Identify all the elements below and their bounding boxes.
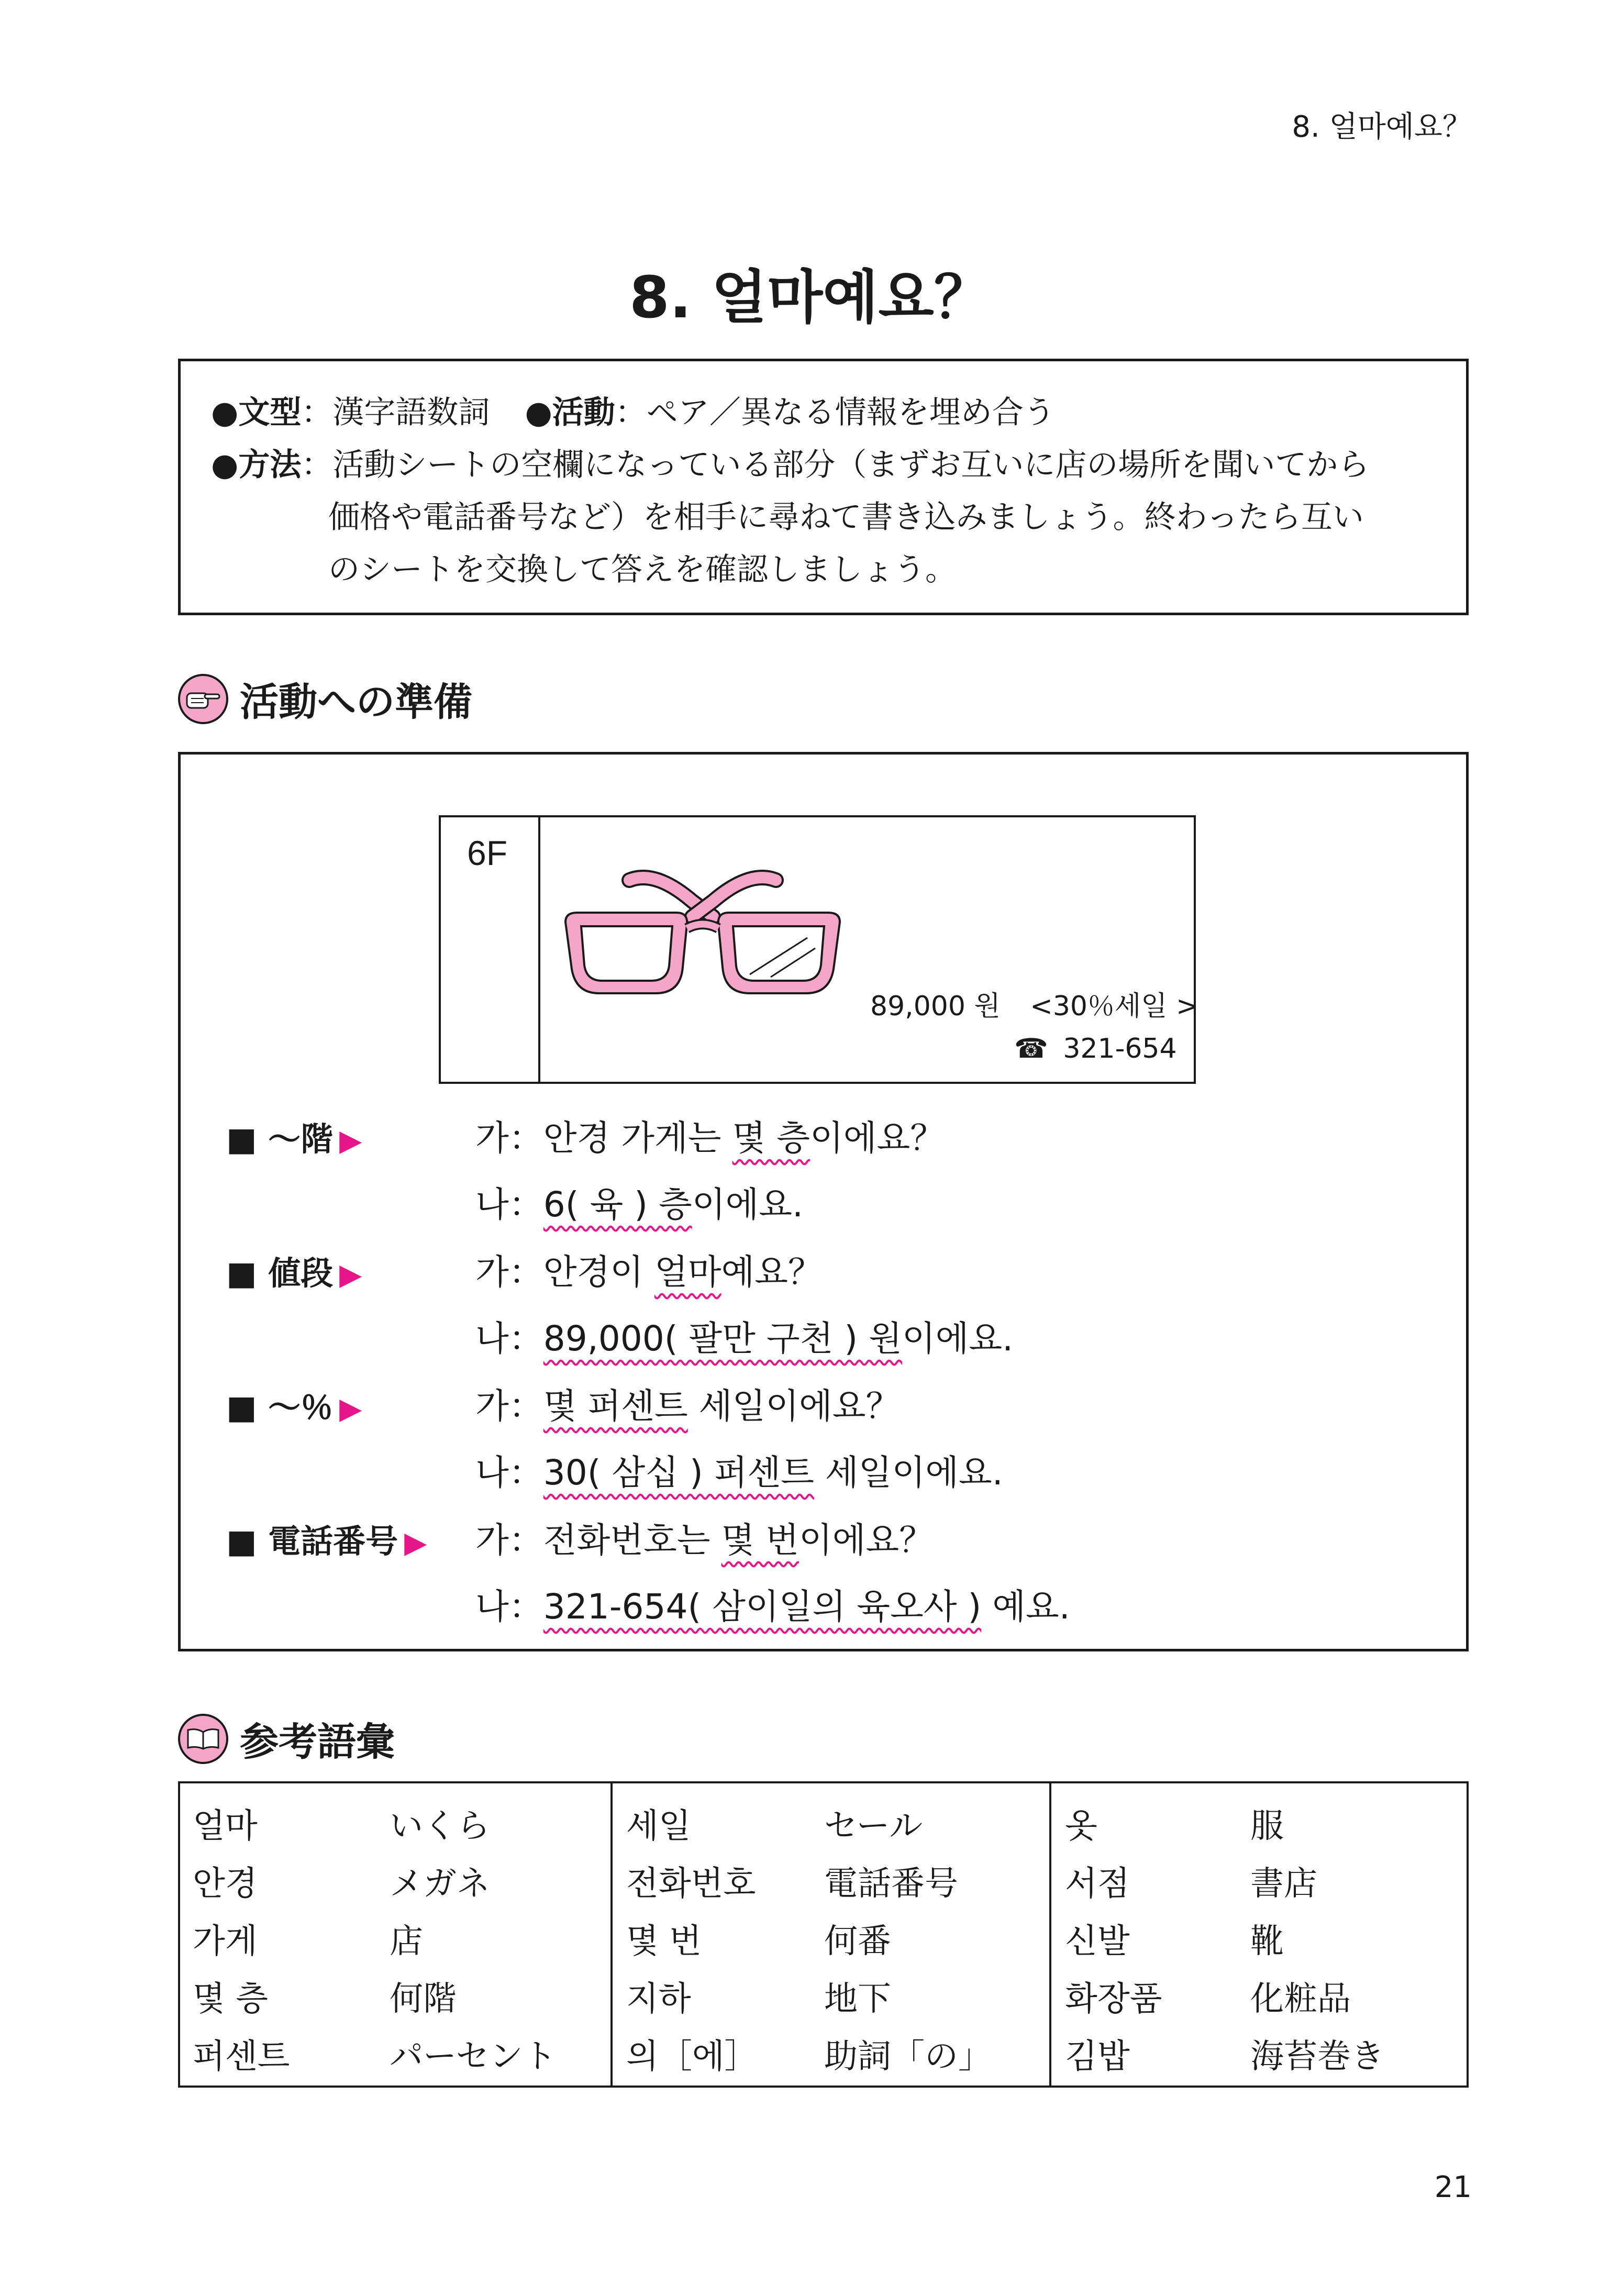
price-text: 89,000 원 bbox=[870, 991, 1001, 1022]
vocab-korean: 화장품 bbox=[1065, 1980, 1162, 2018]
floor-cell bbox=[441, 817, 540, 1082]
method-text-line3: のシートを交換して答えを確認しましょう。 bbox=[328, 551, 957, 588]
label-percent: ■ 〜％ ▶ bbox=[226, 1388, 362, 1426]
vocab-section-heading bbox=[178, 1711, 395, 1767]
vocab-section-title: 参考語彙 bbox=[240, 1720, 395, 1765]
vocab-japanese: 海苔巻き bbox=[1250, 2037, 1384, 2076]
vocab-japanese: 服 bbox=[1250, 1807, 1284, 1846]
vocab-korean: 서점 bbox=[1065, 1865, 1130, 1903]
page-title: 8. 얼마예요？ bbox=[629, 264, 992, 331]
open-book-icon bbox=[178, 1714, 228, 1764]
vocab-japanese: 化粧品 bbox=[1250, 1980, 1351, 2018]
vocab-korean: 김밥 bbox=[1065, 2037, 1130, 2076]
vocab-korean: 퍼센트 bbox=[193, 2037, 290, 2076]
glasses-icon bbox=[556, 870, 849, 1013]
label-phone: ■ 電話番号 ▶ bbox=[226, 1522, 427, 1560]
phone-line bbox=[1014, 1033, 1177, 1064]
vocab-korean: 몇 번 bbox=[626, 1922, 702, 1961]
phone-text: 321-654 bbox=[1063, 1033, 1177, 1064]
method-text-line2: 価格や電話番号など）を相手に尋ねて書き込みましょう。終わったら互い bbox=[328, 499, 1364, 536]
prep-section-heading bbox=[178, 671, 472, 727]
arrow-icon: ▶ bbox=[404, 1526, 427, 1560]
dialogue-question-price: 가：안경이 얼마예요？ bbox=[475, 1252, 823, 1292]
price-line bbox=[870, 984, 1199, 1023]
vocab-korean: 얼마 bbox=[193, 1807, 258, 1846]
vocab-japanese: 書店 bbox=[1250, 1865, 1317, 1903]
pattern-label: ●文型 bbox=[211, 394, 302, 431]
vocab-korean: 안경 bbox=[193, 1865, 258, 1903]
vocab-column-3 bbox=[1049, 1783, 1469, 2086]
info-row-pattern bbox=[211, 387, 1055, 432]
arrow-icon: ▶ bbox=[339, 1258, 362, 1292]
dialogue-question-floor: 가：안경 가게는 몇 층이에요？ bbox=[475, 1118, 945, 1158]
instruction-box bbox=[178, 359, 1469, 615]
vocab-korean: 몇 층 bbox=[193, 1980, 268, 2018]
vocab-japanese: メガネ bbox=[390, 1865, 490, 1903]
dialogue-answer-phone: 나：321-654( 삼이일의 육오사 ) 예요. bbox=[475, 1587, 1070, 1627]
label-price: ■ 値段 ▶ bbox=[226, 1254, 362, 1292]
vocab-japanese: 何階 bbox=[390, 1980, 457, 2018]
dialogue-question-phone: 가：전화번호는 몇 번이에요？ bbox=[475, 1520, 934, 1560]
vocab-japanese: 電話番号 bbox=[824, 1865, 958, 1903]
info-row-method bbox=[211, 440, 1369, 485]
vocab-korean: 지하 bbox=[626, 1980, 691, 2018]
vocab-korean: 신발 bbox=[1065, 1922, 1130, 1961]
arrow-icon: ▶ bbox=[339, 1392, 362, 1426]
vocab-japanese: 店 bbox=[390, 1922, 423, 1961]
vocab-korean: 가게 bbox=[193, 1922, 258, 1961]
telephone-icon: ☎ bbox=[1014, 1033, 1048, 1064]
page-number: 21 bbox=[1434, 2170, 1472, 2204]
vocab-japanese: パーセント bbox=[390, 2037, 557, 2076]
vocab-korean: 세일 bbox=[626, 1807, 691, 1846]
dialogue-answer-price: 나：89,000( 팔만 구천 ) 원이에요. bbox=[475, 1318, 1014, 1359]
arrow-icon: ▶ bbox=[339, 1124, 362, 1158]
vocab-japanese: セール bbox=[824, 1807, 923, 1846]
vocab-japanese: 助詞「の」 bbox=[824, 2037, 992, 2076]
vocab-korean: 의［에］ bbox=[626, 2037, 758, 2076]
sale-text: <30％세일 > bbox=[1030, 991, 1199, 1022]
vocab-column-1 bbox=[180, 1783, 610, 2086]
dialogue-answer-percent: 나：30( 삼십 ) 퍼센트 세일이에요. bbox=[475, 1452, 1003, 1493]
vocab-table bbox=[178, 1781, 1469, 2088]
activity-label: ●活動 bbox=[525, 394, 615, 431]
vocab-japanese: いくら bbox=[390, 1807, 490, 1846]
vocab-column-2 bbox=[610, 1783, 1051, 2086]
dialogue-answer-floor: 나：6( 육 ) 층이에요. bbox=[475, 1184, 803, 1225]
method-label: ●方法 bbox=[211, 447, 302, 483]
floor-label: 6F bbox=[467, 834, 508, 872]
prep-section-title: 活動への準備 bbox=[240, 680, 472, 725]
activity-text: ：ペア／異なる情報を埋め合う bbox=[615, 394, 1055, 431]
vocab-korean: 옷 bbox=[1065, 1807, 1097, 1846]
method-text: ：活動シートの空欄になっている部分（まずお互いに店の場所を聞いてから bbox=[301, 447, 1370, 483]
dialogue-question-percent: 가：몇 퍼센트 세일이에요？ bbox=[475, 1386, 901, 1426]
vocab-japanese: 地下 bbox=[824, 1980, 891, 2018]
pointing-hand-icon bbox=[178, 674, 228, 724]
running-header: 8. 얼마예요？ bbox=[1292, 110, 1472, 144]
label-floor: ■ 〜階 ▶ bbox=[226, 1120, 362, 1158]
pattern-text: ：漢字語数詞 bbox=[301, 394, 490, 431]
shop-card bbox=[439, 815, 1199, 1084]
vocab-japanese: 何番 bbox=[824, 1922, 891, 1961]
vocab-japanese: 靴 bbox=[1250, 1922, 1284, 1961]
vocab-korean: 전화번호 bbox=[626, 1865, 756, 1903]
